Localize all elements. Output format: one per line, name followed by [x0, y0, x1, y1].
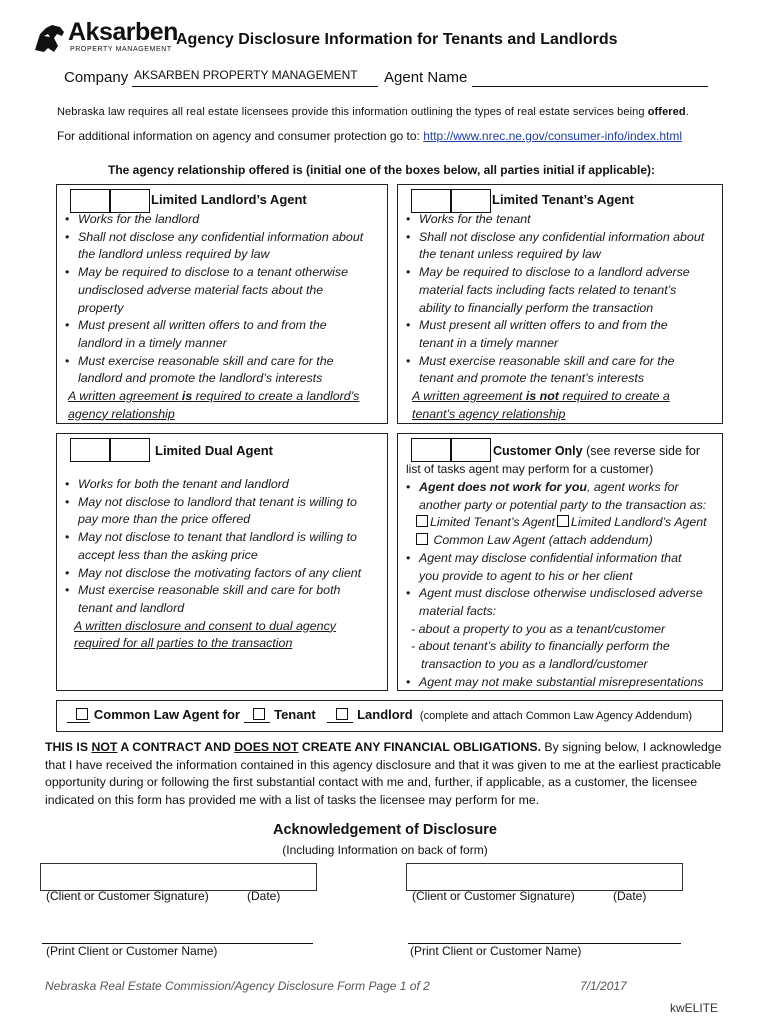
- list-item: • Shall not disclose any confidential information about the tenant unless required by law: [406, 229, 705, 262]
- customer-only-options-2: Common Law Agent (attach addendum): [406, 532, 720, 550]
- list-item: • May be required to disclose to a tenant otherwise undisclosed adverse material facts about the property: [65, 265, 348, 315]
- list-item: • Must present all written offers to and from the tenant in a timely manner: [406, 318, 668, 350]
- print-name-label-2: (Print Client or Customer Name): [410, 944, 582, 958]
- tenant-agent-box: [397, 184, 723, 424]
- date-label-1: (Date): [247, 889, 281, 903]
- dual-agent-initials[interactable]: [70, 438, 150, 462]
- landlord-agent-title: Limited Landlord’s Agent: [151, 192, 307, 207]
- list-item: • May not disclose the motivating factors of any client: [65, 565, 362, 580]
- footer-form-name: Nebraska Real Estate Commission/Agency Disclosure Form Page 1 of 2: [45, 979, 430, 993]
- dual-agent-box: [56, 433, 388, 691]
- customer-only-title: Customer Only (see reverse side for: [493, 444, 701, 458]
- acknowledgement-subtitle: (Including Information on back of form): [282, 843, 488, 857]
- footer-brand: kwELITE: [670, 1001, 719, 1015]
- company-label: Company: [64, 69, 129, 86]
- list-item: - about a property to you as a tenant/customer: [411, 621, 666, 636]
- landlord-agent-box: [56, 184, 388, 424]
- landlord-agent-bullets: [65, 211, 385, 423]
- landlord-agent-note: A written agreement is required to create a landlord’s: [68, 389, 360, 404]
- list-item: • Works for the landlord: [65, 212, 200, 226]
- footer-date: 7/1/2017: [580, 979, 627, 993]
- customer-only-bullets: [406, 479, 720, 691]
- list-item: • May not disclose to landlord that tenant is willing to pay more than the price offered: [65, 494, 357, 527]
- print-name-label-1: (Print Client or Customer Name): [46, 944, 218, 958]
- list-item: • Must exercise reasonable skill and care for both tenant and landlord: [65, 583, 341, 615]
- date-label-2: (Date): [613, 889, 647, 903]
- page-title: Agency Disclosure Information for Tenants and Landlords: [176, 31, 618, 48]
- customer-only-initials[interactable]: [411, 438, 491, 462]
- landlord-agent-initials[interactable]: [70, 189, 150, 213]
- list-item: • Must present all written offers to and from the landlord in a timely manner: [65, 318, 327, 350]
- list-item: • Agent must disclose otherwise undisclosed adverse material facts:: [406, 586, 703, 618]
- limited-tenant-agent-checkbox[interactable]: [416, 515, 428, 527]
- common-law-landlord-checkbox[interactable]: [336, 708, 348, 720]
- dual-agent-title: Limited Dual Agent: [155, 443, 273, 458]
- client-signature-field-1[interactable]: [40, 863, 317, 891]
- logo-horse-icon: [32, 22, 66, 54]
- tenant-agent-title: Limited Tenant’s Agent: [492, 192, 634, 207]
- common-law-box: [56, 700, 723, 732]
- company-logo: [32, 18, 178, 56]
- client-signature-field-2[interactable]: [406, 863, 683, 891]
- dual-agent-note-2: required for all parties to the transaction: [74, 636, 293, 651]
- customer-only-box: [397, 433, 723, 691]
- list-item: • Must exercise reasonable skill and care for the tenant and promote the tenant’s interests: [406, 353, 675, 386]
- list-item: • May not disclose to tenant that landlord is willing to accept less than the asking price: [65, 530, 357, 562]
- common-law-agent-checkbox[interactable]: [416, 533, 428, 545]
- common-law-checkbox[interactable]: [76, 708, 88, 720]
- common-law-row: Common Law Agent for Tenant Landlord (complete and attach Common Law Agency Addendum): [67, 707, 692, 722]
- relationship-heading: The agency relationship offered is (initial one of the boxes below, all parties initial if applicable):: [108, 163, 655, 177]
- dual-agent-bullets: [65, 476, 385, 653]
- signature-label-2: (Client or Customer Signature): [412, 889, 575, 903]
- list-item: transaction to you as a landlord/customer: [421, 657, 648, 672]
- list-item: • Agent may disclose confidential information that you provide to agent to his or her client: [406, 550, 682, 583]
- list-item: • Must exercise reasonable skill and care for the landlord and promote the landlord’s interests: [65, 353, 334, 386]
- logo-name: Aksarben: [68, 18, 178, 46]
- agent-name-field[interactable]: [472, 86, 708, 87]
- tenant-agent-initials[interactable]: [411, 189, 491, 213]
- logo-subtitle: PROPERTY MANAGEMENT: [70, 46, 172, 53]
- acknowledgement-title: Acknowledgement of Disclosure: [273, 822, 497, 838]
- tenant-agent-bullets: [406, 211, 720, 423]
- agent-name-label: Agent Name: [384, 69, 468, 86]
- list-item: - about tenant’s ability to financially perform the: [411, 639, 670, 654]
- tenant-agent-note-2: tenant’s agency relationship: [412, 406, 566, 421]
- company-field-line: [132, 86, 378, 87]
- customer-only-options: Limited Tenant’s Agent Limited Landlord’s Agent: [406, 514, 720, 532]
- intro-text: Nebraska law requires all real estate licensees provide this information outlining the types of real estate services being offered.: [57, 106, 689, 118]
- list-item: • Agent may not make substantial misrepresentations: [406, 674, 704, 689]
- consumer-info-link[interactable]: http://www.nrec.ne.gov/consumer-info/index.html: [423, 129, 683, 143]
- signature-label-1: (Client or Customer Signature): [46, 889, 209, 903]
- info-text: For additional information on agency and consumer protection go to: http://www.nrec.ne.gov/consumer-info/index.html: [57, 129, 683, 143]
- list-item: • Agent does not work for you, agent works for another party or potential party to the transaction as:: [406, 480, 707, 512]
- list-item: • Shall not disclose any confidential information about the landlord unless required by law: [65, 229, 364, 262]
- list-item: • May be required to disclose to a landlord adverse material facts including facts related to tenant’s ability to financially perform the transaction: [406, 265, 690, 315]
- limited-landlord-agent-checkbox[interactable]: [557, 515, 569, 527]
- landlord-agent-note-2: agency relationship: [68, 406, 175, 421]
- disclaimer-text: THIS IS NOT A CONTRACT AND DOES NOT CREATE ANY FINANCIAL OBLIGATIONS. By signing below, I acknowledge that I have received the information contained in this agency disclosure and that it was given to me at the earliest practicable opportunity during or following the first substantial contact with me and, further, if applicable, as a customer, the licensee indicated on this form has provided me with a list of tasks the licensee may perform for me.: [45, 740, 722, 807]
- list-item: • Works for the tenant: [406, 212, 531, 226]
- common-law-tenant-checkbox[interactable]: [253, 708, 265, 720]
- list-item: • Works for both the tenant and landlord: [65, 477, 289, 491]
- dual-agent-note: A written disclosure and consent to dual agency: [74, 618, 336, 633]
- customer-only-title-2: list of tasks agent may perform for a customer): [406, 462, 654, 476]
- company-field[interactable]: AKSARBEN PROPERTY MANAGEMENT: [134, 68, 358, 82]
- tenant-agent-note: A written agreement is not required to create a: [412, 389, 670, 404]
